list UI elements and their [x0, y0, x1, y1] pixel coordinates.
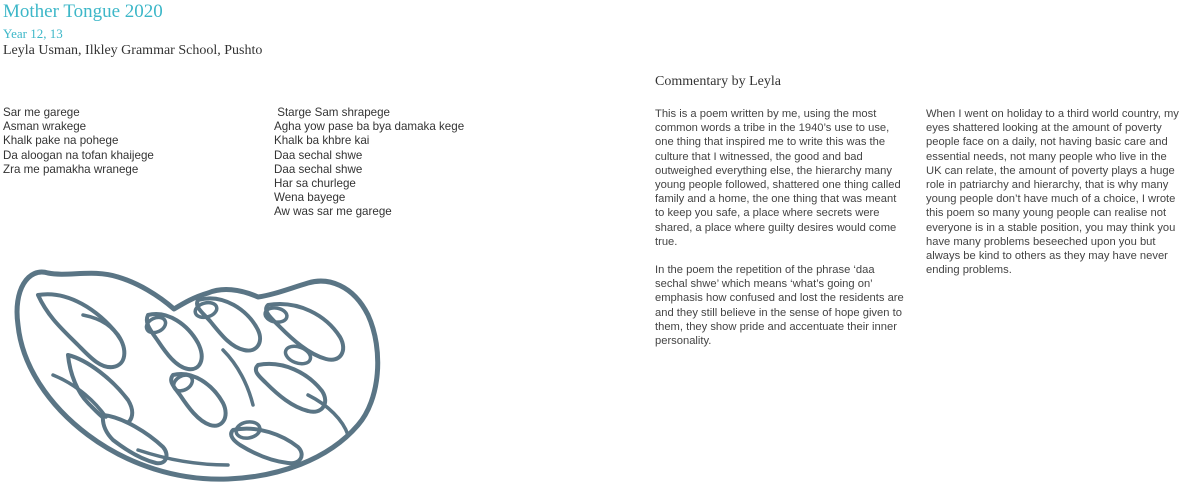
poem-line: Wena bayege: [274, 191, 346, 205]
poem-line: Da aloogan na tofan khaijege: [3, 148, 154, 162]
poem-line: Khalk ba khbre kai: [274, 134, 370, 148]
poem-line: Agha yow pase ba bya damaka kege: [274, 120, 465, 134]
cupped-hands-icon: [8, 255, 386, 485]
commentary-column-right: [926, 107, 1180, 291]
poem-stanza-right: [274, 106, 464, 220]
poem-line: Har sa churlege: [274, 177, 356, 191]
commentary-paragraph: When I went on holiday to a third world country, my eyes shattered looking at the amount of poverty people face on a daily, not having basic care and essential needs, not many people who live in the UK can relate, the amount of poverty plays a huge role in patriarchy and hierarchy, that is why many young people don’t have much of a choice, I wrote this poem so many young people can realise not everyone is in a stable position, you may think you have many problems beseeched upon you but always be kind to others as they may have never ending problems.: [926, 108, 1179, 277]
poem-line: Daa sechal shwe: [274, 162, 363, 176]
poem-line: Aw was sar me garege: [274, 205, 392, 219]
commentary-paragraph: In the poem the repetition of the phrase ‘daa sechal shwe’ which means ‘what’s going on’ emphasis how confused and lost the residents are and they still believe in the sense of hope given to them, they show pride and accentuate their inner personality.: [655, 264, 904, 348]
commentary-column-left: [655, 107, 907, 362]
commentary-heading: Commentary by Leyla: [655, 74, 781, 89]
poem-stanza-left: [3, 106, 154, 177]
page-title: Mother Tongue 2020: [3, 1, 163, 22]
author-line: Leyla Usman, Ilkley Grammar School, Pushto: [3, 43, 263, 58]
poem-line: Sar me garege: [3, 106, 80, 119]
poem-line: Daa sechal shwe: [274, 148, 363, 162]
poem-line: Zra me pamakha wranege: [3, 162, 139, 176]
poem-line: Asman wrakege: [3, 120, 87, 134]
year-label: Year 12, 13: [3, 26, 63, 41]
commentary-paragraph: This is a poem written by me, using the most common words a tribe in the 1940’s use to use, one thing that inspired me to write this was the culture that I witnessed, the good and bad outweighed everything else, the hierarchy many young people followed, shattered one thing called family and a home, the one thing that was meant to keep you safe, a place where secrets were shared, a place where guilty desires would come true.: [655, 108, 901, 248]
poem-line: Starge Sam shrapege: [274, 106, 391, 119]
poem-line: Khalk pake na pohege: [3, 134, 119, 148]
